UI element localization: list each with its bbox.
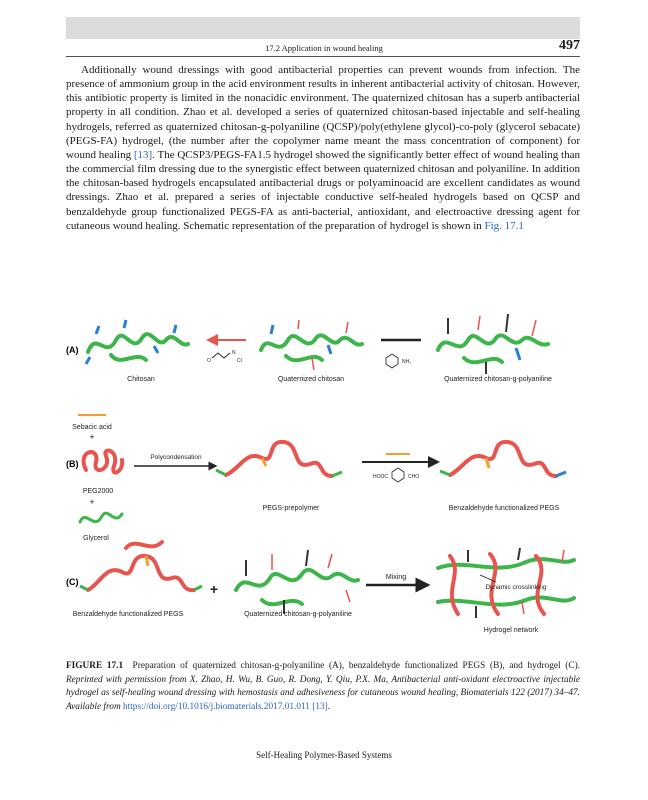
aniline-ring xyxy=(386,354,398,368)
chitosan-label: Chitosan xyxy=(127,376,155,383)
plus-sign-c: + xyxy=(209,581,219,597)
caption-label: FIGURE 17.1 xyxy=(66,661,124,671)
network-label: Hydrogel network xyxy=(483,627,539,634)
figure-link[interactable]: Fig. 17.1 xyxy=(484,219,524,232)
c-pegs-chain xyxy=(80,542,202,590)
aniline-nh2: NH₂ xyxy=(402,359,412,365)
chitosan-chain xyxy=(86,320,188,364)
paragraph xyxy=(66,63,580,233)
caption-citation-link[interactable]: [13] xyxy=(312,701,328,712)
reagent-structure xyxy=(212,353,230,358)
polycondensation-label: Polycondensation xyxy=(150,454,202,461)
scheme-diagram xyxy=(66,300,580,645)
glycerol-chain xyxy=(80,513,122,522)
quaternized-chitosan-chain xyxy=(261,320,362,370)
benzene-ring xyxy=(392,468,404,482)
paragraph-text-1: Additionally wound dressings with good antibacterial properties can prevent wounds from infection. The presence of ammonium group in the acid environment results in inherent antibacterial activity of chitosan. However, this antibiotic property is limited in the nonacidic environment. The quaternized chitosan has a superb antibacterial property in all condition. Zhao et al. developed a series of quaternized chitosan-based injectable and self-healing hydrogels, referred as quaternized chitosan-g-polyaniline (QCSP)/poly(ethylene glycol)-co-poly (glycerol sebacate) (PEGS-FA) hydrogel, (the number after the copolymer name meant the mass concentration of component) for wound healing xyxy=(66,64,580,161)
qcsp-chain xyxy=(438,314,548,374)
qcsp-label: Quaternized chitosan-g-polyaniline xyxy=(444,376,552,383)
header-rule xyxy=(66,56,580,57)
reagent-n: N xyxy=(232,350,236,356)
benzaldehyde-pegs-label: Benzaldehyde functionalized PEGS xyxy=(448,505,560,512)
footer-book-title: Self-Healing Polymer-Based Systems xyxy=(256,750,392,760)
peg-chain xyxy=(84,451,123,473)
panel-a-label: (A) xyxy=(66,345,79,355)
plus-sign-b1: + xyxy=(89,432,95,442)
running-title: 17.2 Application in wound healing xyxy=(265,43,383,53)
body-text xyxy=(66,63,580,233)
reagent-o: O xyxy=(207,358,211,364)
c-qcsp-label: Quaternized chitosan-g-polyaniline xyxy=(244,611,352,618)
doi-link[interactable]: https://doi.org/10.1016/j.biomaterials.2017.01.011 xyxy=(122,701,310,712)
panel-b-label: (B) xyxy=(66,459,79,469)
panel-c-label: (C) xyxy=(66,577,79,587)
peg-label: PEG2000 xyxy=(82,488,114,495)
header-bar xyxy=(66,17,580,39)
paragraph-text-2: . The QCSP3/PEGS-FA1.5 hydrogel showed the significantly better effect of wound healing than the commercial film dressing due to the synergistic effect between quaternized chitosan and polyaniline. In addition the chitosan-based hydrogels encapsulated antibacterial drugs or polyaminoacid are excellent candidates as wound dressings. Zhao et al. prepared a series of injectable conductive self-healed hydrogels based on QCSP and benzaldehyde group functionalized PEGS-FA as anti-bacterial, antioxidant, and electroactive dressing agent for cutaneous wound healing. Schematic representation of the preparation of hydrogel is shown in xyxy=(66,148,580,232)
caption-text: Preparation of quaternized chitosan-g-polyaniline (A), benzaldehyde functionalized PEGS (B), and hydrogel (C). xyxy=(132,661,580,671)
crosslink-label: Dynamic crosslinking xyxy=(485,584,547,591)
c-pegs-label: Benzaldehyde functionalized PEGS xyxy=(72,611,184,618)
caption-reprint: Reprinted with permission from X. Zhao, H. Wu, B. Guo, R. Dong, Y. Qiu, P.X. Ma, Antibacterial anti-oxidant electroactive injectable hydrogel as self-healing wound dressing with hemostasis and adhesiveness for cutaneous wound healing, Biomaterials 122 (2017) 34–47. Available from xyxy=(66,674,580,712)
citation-link[interactable]: [13] xyxy=(133,148,153,161)
benzaldehyde-pegs xyxy=(440,442,566,476)
mixing-label: Mixing xyxy=(385,574,407,581)
figure-17-1 xyxy=(66,300,580,645)
reagent-cl: Cl xyxy=(237,358,242,364)
reagent-cho: CHO xyxy=(408,474,420,480)
reagent-hooc: HOOC xyxy=(373,474,388,480)
hydrogel-network xyxy=(438,548,574,618)
page-number: 497 xyxy=(559,38,580,53)
glycerol-label: Glycerol xyxy=(83,535,109,542)
sebacic-acid-label: Sebacic acid xyxy=(72,424,112,431)
prepolymer-label: PEGS-prepolymer xyxy=(262,505,320,512)
figure-caption: FIGURE 17.1 Preparation of quaternized chitosan-g-polyaniline (A), benzaldehyde functionalized PEGS (B), and hydrogel (C). Reprinted with permission from X. Zhao, H. Wu, B. Guo, R. Dong, Y. Qiu, P.X. Ma, Antibacterial anti-oxidant electroactive injectable hydrogel as self-healing wound dressing with hemostasis and adhesiveness for cutaneous wound healing, Biomaterials 122 (2017) 34–47. Available from https://doi.org/10.1016/j.biomaterials.2017.01.011 [13]. xyxy=(66,661,580,712)
pegs-prepolymer xyxy=(216,442,342,476)
c-qcsp-chain xyxy=(236,550,358,614)
quaternized-chitosan-label: Quaternized chitosan xyxy=(277,376,345,383)
plus-sign-b2: + xyxy=(89,497,95,507)
